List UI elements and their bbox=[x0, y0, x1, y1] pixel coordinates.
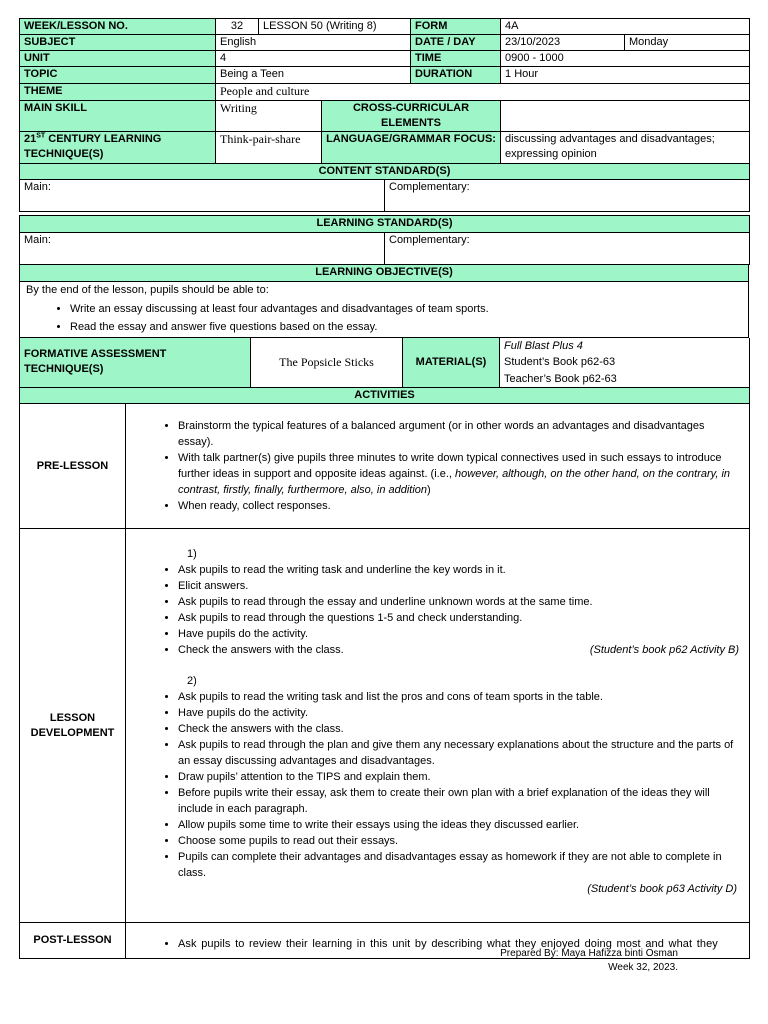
lesson-title: LESSON 50 (Writing 8) bbox=[259, 19, 411, 35]
material-item: Full Blast Plus 4 bbox=[504, 339, 583, 352]
subject-value: English bbox=[216, 35, 411, 51]
dev-item: • Ask pupils to read through the plan and give them any necessary explanations about the structure and the parts of an essay discussing advantages and disadvantages. bbox=[178, 737, 739, 769]
main-skill-value: Writing bbox=[216, 101, 322, 132]
pre-lesson-list bbox=[130, 418, 739, 514]
learning-standard-complementary: Complementary: bbox=[385, 233, 750, 265]
topic-value: Being a Teen bbox=[216, 67, 411, 84]
topic-label: TOPIC bbox=[20, 67, 216, 84]
pre-lesson-item: • Brainstorm the typical features of a balanced argument (or in other words an advantages and disadvantages essay). bbox=[178, 418, 739, 450]
dev-item: • Have pupils do the activity. bbox=[178, 626, 739, 642]
prepared-by: Prepared By: Maya Hafizza binti Osman bbox=[500, 948, 678, 959]
material-list bbox=[500, 338, 750, 388]
dev-item: • Check the answers with the class. bbox=[178, 721, 739, 737]
subject-label: SUBJECT bbox=[20, 35, 216, 51]
unit-value: 4 bbox=[216, 51, 411, 67]
learning-objective-table bbox=[19, 265, 749, 338]
lesson-plan-sheet bbox=[19, 18, 749, 959]
part-2-list bbox=[130, 689, 739, 881]
lesson-development-body bbox=[126, 529, 750, 923]
learning-objective-body bbox=[20, 281, 749, 337]
pre-lesson-item: • With talk partner(s) give pupils three minutes to write down typical connectives used in such essays to introduce further ideas in support and opposite ideas against. (i.e., however, although, on the other hand, on the contrary, in contrast, firstly, finally, furthermore, also, in addition) bbox=[178, 450, 739, 498]
content-standard-title: CONTENT STANDARD(S) bbox=[20, 164, 750, 180]
part-2-number: 2) bbox=[187, 675, 197, 687]
material-label: MATERIAL(S) bbox=[403, 338, 500, 388]
week-lesson-label: WEEK/LESSON NO. bbox=[20, 19, 216, 35]
theme-value: People and culture bbox=[216, 84, 750, 101]
learning-standard-main: Main: bbox=[20, 233, 385, 265]
learning-objective-item: • Read the essay and answer five questions based on the essay. bbox=[70, 318, 742, 336]
dev-item: • Allow pupils some time to write their essays using the ideas they discussed earlier. bbox=[178, 817, 739, 833]
pre-lesson-body bbox=[126, 404, 750, 529]
activities-table bbox=[19, 388, 750, 960]
week-number: 32 bbox=[216, 19, 259, 35]
form-label: FORM bbox=[411, 19, 501, 35]
unit-label: UNIT bbox=[20, 51, 216, 67]
learning-standard-title: LEARNING STANDARD(S) bbox=[20, 216, 750, 233]
pre-lesson-item: • When ready, collect responses. bbox=[178, 498, 739, 514]
header-table bbox=[19, 18, 750, 164]
dev-item: • Check the answers with the class. (Student’s book p62 Activity B) bbox=[178, 642, 739, 658]
material-item: Student’s Book p62-63 bbox=[504, 355, 616, 368]
formative-label: FORMATIVE ASSESSMENT TECHNIQUE(S) bbox=[20, 338, 251, 388]
language-grammar-label: LANGUAGE/GRAMMAR FOCUS: bbox=[322, 132, 501, 164]
part-1-list bbox=[130, 562, 739, 658]
duration-label: DURATION bbox=[411, 67, 501, 84]
dev-item: • Before pupils write their essay, ask them to create their own plan with a brief explanation of the ideas they will include in each paragraph. bbox=[178, 785, 739, 817]
dev-item: • Choose some pupils to read out their essays. bbox=[178, 833, 739, 849]
date-label: DATE / DAY bbox=[411, 35, 501, 51]
part-2-reference: (Student’s book p63 Activity D) bbox=[587, 883, 738, 895]
duration-value: 1 Hour bbox=[501, 67, 750, 84]
dev-item: • Ask pupils to read through the essay and underline unknown words at the same time. bbox=[178, 594, 739, 610]
date-value: 23/10/2023 bbox=[501, 35, 625, 51]
part-1-reference: (Student’s book p62 Activity B) bbox=[589, 644, 740, 656]
post-lesson-item: • Ask pupils to review their learning in this unit by describing what they enjoyed doing most and what they bbox=[178, 936, 743, 952]
pre-lesson-label: PRE-LESSON bbox=[20, 404, 126, 529]
cross-curricular-label: CROSS-CURRICULAR ELEMENTS bbox=[322, 101, 501, 132]
learning-standard-table bbox=[19, 215, 750, 265]
content-standard-main: Main: bbox=[20, 180, 385, 212]
material-item: Teacher’s Book p62-63 bbox=[504, 372, 617, 385]
dev-item: • Ask pupils to read the writing task and underline the key words in it. bbox=[178, 562, 739, 578]
footer-week: Week 32, 2023. bbox=[608, 962, 678, 973]
content-standard-complementary: Complementary: bbox=[385, 180, 750, 212]
form-value: 4A bbox=[501, 19, 750, 35]
learning-objective-title: LEARNING OBJECTIVE(S) bbox=[20, 265, 749, 281]
time-value: 0900 - 1000 bbox=[501, 51, 750, 67]
day-value: Monday bbox=[625, 35, 750, 51]
lesson-development-label: LESSON DEVELOPMENT bbox=[20, 529, 126, 923]
dev-item: • Elicit answers. bbox=[178, 578, 739, 594]
cross-curricular-value bbox=[501, 101, 750, 132]
dev-item: • Have pupils do the activity. bbox=[178, 705, 739, 721]
footer bbox=[500, 947, 678, 975]
21st-century-label: 21ST CENTURY LEARNING TECHNIQUE(S) bbox=[20, 132, 216, 164]
formative-table bbox=[19, 338, 750, 388]
dev-item: • Pupils can complete their advantages and disadvantages essay as homework if they are not able to complete in class. bbox=[178, 849, 739, 881]
21st-century-value: Think-pair-share bbox=[216, 132, 322, 164]
language-grammar-value: discussing advantages and disadvantages; expressing opinion bbox=[501, 132, 750, 164]
learning-objective-item: • Write an essay discussing at least four advantages and disadvantages of team sports. bbox=[70, 300, 742, 318]
part-1-number: 1) bbox=[187, 548, 197, 560]
learning-objective-intro: By the end of the lesson, pupils should be able to: bbox=[26, 283, 269, 296]
main-skill-label: MAIN SKILL bbox=[20, 101, 216, 132]
dev-item: • Draw pupils’ attention to the TIPS and explain them. bbox=[178, 769, 739, 785]
theme-label: THEME bbox=[20, 84, 216, 101]
dev-item: • Ask pupils to read the writing task and list the pros and cons of team sports in the table. bbox=[178, 689, 739, 705]
formative-value: The Popsicle Sticks bbox=[251, 338, 403, 388]
content-standard-table bbox=[19, 164, 750, 212]
time-label: TIME bbox=[411, 51, 501, 67]
dev-item: • Ask pupils to read through the questions 1-5 and check understanding. bbox=[178, 610, 739, 626]
post-lesson-label: POST-LESSON bbox=[20, 923, 126, 959]
activities-title: ACTIVITIES bbox=[20, 388, 750, 404]
learning-objective-list bbox=[26, 300, 742, 336]
